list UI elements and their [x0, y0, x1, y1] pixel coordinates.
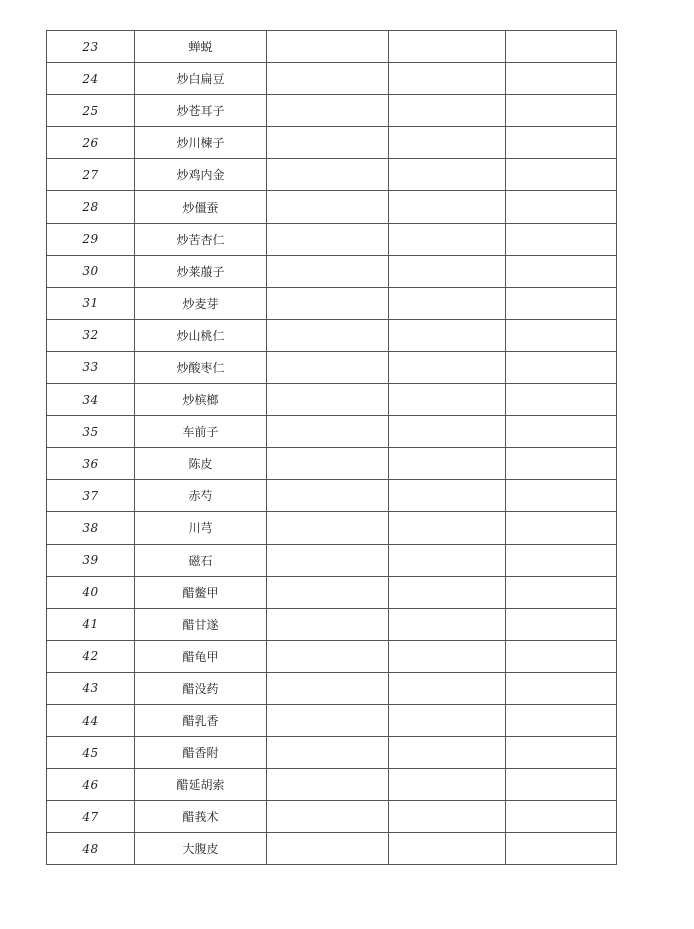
table-row	[47, 640, 617, 672]
herb-name-cell: 炒僵蚕	[135, 191, 267, 223]
table-row	[47, 319, 617, 351]
empty-cell	[506, 31, 617, 63]
empty-cell	[267, 127, 389, 159]
empty-cell	[267, 416, 389, 448]
herb-name-cell: 醋乳香	[135, 704, 267, 736]
empty-cell	[506, 255, 617, 287]
empty-cell	[506, 384, 617, 416]
row-number-cell: 40	[47, 576, 135, 608]
table-row	[47, 31, 617, 63]
empty-cell	[506, 480, 617, 512]
empty-cell	[267, 448, 389, 480]
empty-cell	[506, 351, 617, 383]
empty-cell	[389, 95, 506, 127]
row-number-cell: 39	[47, 544, 135, 576]
empty-cell	[506, 704, 617, 736]
empty-cell	[389, 640, 506, 672]
row-number-cell: 25	[47, 95, 135, 127]
row-number-cell: 28	[47, 191, 135, 223]
table-row	[47, 159, 617, 191]
table-row	[47, 351, 617, 383]
row-number-cell: 29	[47, 223, 135, 255]
empty-cell	[267, 191, 389, 223]
empty-cell	[267, 223, 389, 255]
empty-cell	[267, 704, 389, 736]
table-row	[47, 576, 617, 608]
row-number-cell: 43	[47, 672, 135, 704]
empty-cell	[506, 576, 617, 608]
herb-name-cell: 炒川楝子	[135, 127, 267, 159]
table-row	[47, 672, 617, 704]
table-row	[47, 737, 617, 769]
empty-cell	[389, 319, 506, 351]
empty-cell	[506, 512, 617, 544]
herb-table	[46, 30, 617, 865]
table-row	[47, 544, 617, 576]
empty-cell	[389, 704, 506, 736]
row-number-cell: 48	[47, 833, 135, 865]
table-row	[47, 704, 617, 736]
table-body	[47, 31, 617, 865]
table-row	[47, 769, 617, 801]
herb-name-cell: 醋没药	[135, 672, 267, 704]
empty-cell	[389, 63, 506, 95]
empty-cell	[389, 480, 506, 512]
empty-cell	[389, 31, 506, 63]
herb-name-cell: 车前子	[135, 416, 267, 448]
empty-cell	[267, 31, 389, 63]
herb-name-cell: 赤芍	[135, 480, 267, 512]
empty-cell	[506, 63, 617, 95]
empty-cell	[267, 640, 389, 672]
herb-name-cell: 炒槟榔	[135, 384, 267, 416]
row-number-cell: 31	[47, 287, 135, 319]
empty-cell	[389, 351, 506, 383]
empty-cell	[389, 576, 506, 608]
empty-cell	[267, 512, 389, 544]
herb-name-cell: 炒酸枣仁	[135, 351, 267, 383]
empty-cell	[506, 801, 617, 833]
herb-name-cell: 炒白扁豆	[135, 63, 267, 95]
herb-name-cell: 磁石	[135, 544, 267, 576]
herb-name-cell: 炒麦芽	[135, 287, 267, 319]
empty-cell	[506, 95, 617, 127]
empty-cell	[267, 319, 389, 351]
row-number-cell: 30	[47, 255, 135, 287]
table-row	[47, 608, 617, 640]
empty-cell	[267, 737, 389, 769]
herb-name-cell: 川芎	[135, 512, 267, 544]
empty-cell	[267, 608, 389, 640]
table-row	[47, 191, 617, 223]
empty-cell	[389, 769, 506, 801]
empty-cell	[267, 287, 389, 319]
row-number-cell: 41	[47, 608, 135, 640]
empty-cell	[267, 801, 389, 833]
empty-cell	[389, 255, 506, 287]
empty-cell	[389, 223, 506, 255]
empty-cell	[389, 127, 506, 159]
herb-name-cell: 炒鸡内金	[135, 159, 267, 191]
empty-cell	[389, 608, 506, 640]
empty-cell	[506, 319, 617, 351]
empty-cell	[506, 191, 617, 223]
herb-name-cell: 炒莱菔子	[135, 255, 267, 287]
herb-name-cell: 陈皮	[135, 448, 267, 480]
table-row	[47, 255, 617, 287]
empty-cell	[389, 448, 506, 480]
table-row	[47, 448, 617, 480]
row-number-cell: 26	[47, 127, 135, 159]
herb-name-cell: 醋莪术	[135, 801, 267, 833]
empty-cell	[389, 737, 506, 769]
row-number-cell: 34	[47, 384, 135, 416]
table-row	[47, 833, 617, 865]
empty-cell	[267, 544, 389, 576]
empty-cell	[506, 287, 617, 319]
table-row	[47, 512, 617, 544]
herb-name-cell: 醋龟甲	[135, 640, 267, 672]
table-row	[47, 63, 617, 95]
row-number-cell: 23	[47, 31, 135, 63]
empty-cell	[267, 159, 389, 191]
row-number-cell: 38	[47, 512, 135, 544]
table-row	[47, 95, 617, 127]
empty-cell	[506, 608, 617, 640]
empty-cell	[389, 833, 506, 865]
empty-cell	[506, 127, 617, 159]
herb-name-cell: 醋香附	[135, 737, 267, 769]
herb-name-cell: 醋鳖甲	[135, 576, 267, 608]
empty-cell	[267, 480, 389, 512]
row-number-cell: 27	[47, 159, 135, 191]
row-number-cell: 32	[47, 319, 135, 351]
empty-cell	[506, 672, 617, 704]
empty-cell	[506, 737, 617, 769]
row-number-cell: 24	[47, 63, 135, 95]
row-number-cell: 44	[47, 704, 135, 736]
empty-cell	[389, 416, 506, 448]
table-row	[47, 127, 617, 159]
empty-cell	[506, 159, 617, 191]
empty-cell	[506, 448, 617, 480]
herb-name-cell: 醋甘遂	[135, 608, 267, 640]
table-row	[47, 801, 617, 833]
herb-name-cell: 大腹皮	[135, 833, 267, 865]
empty-cell	[389, 801, 506, 833]
empty-cell	[267, 351, 389, 383]
table-row	[47, 223, 617, 255]
empty-cell	[389, 672, 506, 704]
row-number-cell: 45	[47, 737, 135, 769]
table-row	[47, 480, 617, 512]
empty-cell	[267, 63, 389, 95]
empty-cell	[267, 95, 389, 127]
herb-name-cell: 醋延胡索	[135, 769, 267, 801]
empty-cell	[506, 416, 617, 448]
empty-cell	[389, 191, 506, 223]
empty-cell	[267, 255, 389, 287]
empty-cell	[267, 384, 389, 416]
row-number-cell: 42	[47, 640, 135, 672]
empty-cell	[389, 159, 506, 191]
empty-cell	[506, 769, 617, 801]
empty-cell	[389, 544, 506, 576]
herb-name-cell: 炒山桃仁	[135, 319, 267, 351]
empty-cell	[389, 384, 506, 416]
empty-cell	[389, 512, 506, 544]
empty-cell	[267, 672, 389, 704]
empty-cell	[267, 769, 389, 801]
row-number-cell: 37	[47, 480, 135, 512]
table-row	[47, 384, 617, 416]
row-number-cell: 47	[47, 801, 135, 833]
row-number-cell: 36	[47, 448, 135, 480]
empty-cell	[506, 640, 617, 672]
herb-name-cell: 炒苍耳子	[135, 95, 267, 127]
herb-name-cell: 蝉蜕	[135, 31, 267, 63]
table-row	[47, 287, 617, 319]
empty-cell	[267, 576, 389, 608]
row-number-cell: 46	[47, 769, 135, 801]
table-row	[47, 416, 617, 448]
empty-cell	[506, 833, 617, 865]
empty-cell	[506, 223, 617, 255]
empty-cell	[506, 544, 617, 576]
row-number-cell: 35	[47, 416, 135, 448]
herb-name-cell: 炒苦杏仁	[135, 223, 267, 255]
row-number-cell: 33	[47, 351, 135, 383]
empty-cell	[389, 287, 506, 319]
empty-cell	[267, 833, 389, 865]
